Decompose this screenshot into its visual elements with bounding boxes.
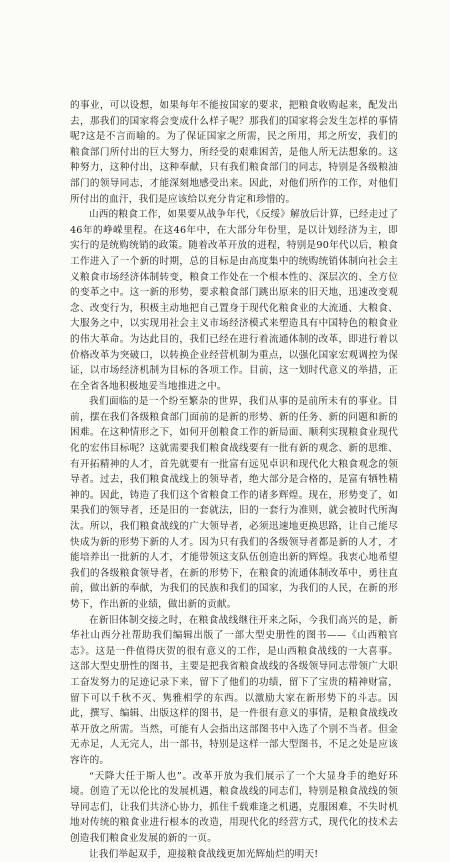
paragraph-book: 在新旧体制交接之时，在粮食战线继往开来之际，今我们高兴的是，新华社山西分社帮助我们编辑出版了一部大型史册性的图书——《山西粮官志》。这是一件值得庆贺的很有意义的工作，是山西粮食战线的一大喜事。这部大型史册性的图书，主要是把我省粮食战线的各级领导同志带领广大职工奋发努力的足迹记录下来，留下了他们的功绩，留下了宝贵的精神财富，留下可以千秋不灭、隽雅相学的东西。以激励大家在新形势下的斗志。因此，撰写、编辑、出版这样的图书，是一件很有意义的事情，是粮食战线改革开放之所需。当然，可能有人会指出这部图书中入选了个别不当者。但金无赤足，人无完人，出一部书，特别是这样一部大型图书，不足之处是应该容许的。 (70, 613, 398, 769)
paragraph-challenge: 我们面临的是一个纷至繁杂的世界，我们从事的是前所未有的事业。目前，摆在我们各级粮食部门面前的是新的形势、新的任务、新的问题和新的困难。在这种情形之下，如何开创粮食工作的新局面、顺利实现粮食业现代化的宏伟目标呢？这就需要我们粮食战线要有一批有新的观念、新的思维、有开拓精神的人才，首先就要有一批富有远见卓识和现代化大粮食观念的领导者。过去，我们粮食战线上的领导者，绝大部分是合格的，是富有牺牲精神的。因此，铸造了我们这个省粮食工作的诸多辉煌。现在，形势变了，如果我们的领导者，还是旧的一套就法，旧的一套行为准则，就会被时代所淘汰。所以，我们粮食战线的广大领导者，必须迅速地更换思路，让自己能尽快成为新的形势下新的人才。因为只有我们的各级领导者都是新的人才，才能培养出一批新的人才，才能带领这支队伍创造出新的辉煌。我衷心地希望我们的各级粮食领导者，在新的形势下，在粮食的流通体制改革中，勇往直前，做出新的奉献，为我们的民族和我们的国家，为我们的人民，在新的形势下，作出新的业绩，做出新的贡献。 (70, 394, 398, 612)
paragraph-slogan: “天降大任于斯人也”。改革开放为我们展示了一个大显身手的绝好环境。创造了无以伦比的发展机遇，粮食战线的同志们，特别是粮食战线的领导同志们，让我们共济心协力，抓住千载难逢之机遇，克服困难，不失时机地对传统的粮食业进行根本的改造，用现代化的经营方式，现代化的技术去创造我们粮食业发展的新的一页。 (70, 769, 398, 847)
paragraph-history: 山西的粮食工作，如果要从战争年代，《反绥》解放后计算，已经走过了46年的峥嵘里程。在这46年中，在大部分年份里，是以计划经济为主，即实行的是统购统销的政策。随着改革开放的进程，特别是90年代以后，粮食工作进入了一个新的时期，总的目标是由高度集中的统购统销体制向社会主义粮食市场经济体制转变，粮食工作处在一个根本性的、深层次的、全方位的变革之中。这一新的形势，要求粮食部门跳出原来的旧天地，迅速改变观念、改变行为，积极主动地把自己置身于现代化粮食业的大流通、大粮食、大服务之中，以实现用社会主义市场经济模式来塑造具有中国特色的粮食业的伟大革命。为达此目的，我们已经在进行着流通体制的改革，即进行着以价格改革为突破口，以转换企业经营机制为重点，以强化国家宏观调控为保证，以市场经济机制为目标的各项工作。目前，这一划时代意义的举措，正在全省各地积极地妥当地推进之中。 (70, 207, 398, 394)
paragraph-intro: 的事业，可以设想，如果每年不能按国家的要求，把粮食收购起来，配发出去，那我们的国家将会变成什么样子呢？那我们的国家将会发生怎样的事情呢?这是不言而喻的。为了保证国家之所需，民之所用，邦之所安，我们的粮食部门所付出的巨大努力，所经受的艰难困苦，是他人所无法想象的。这种努力，这种付出，这种奉献，只有我们粮食部门的同志，特别是各级粮油部门的领导同志，才能深刻地感受出来。因此，对他们所作的工作，对他们所付出的血汗，我们是应该给以充分肯定和珍惜的。 (70, 98, 398, 207)
paragraph-closing: 让我们举起双手，迎接粮食战线更加光辉灿烂的明天! (70, 847, 398, 862)
